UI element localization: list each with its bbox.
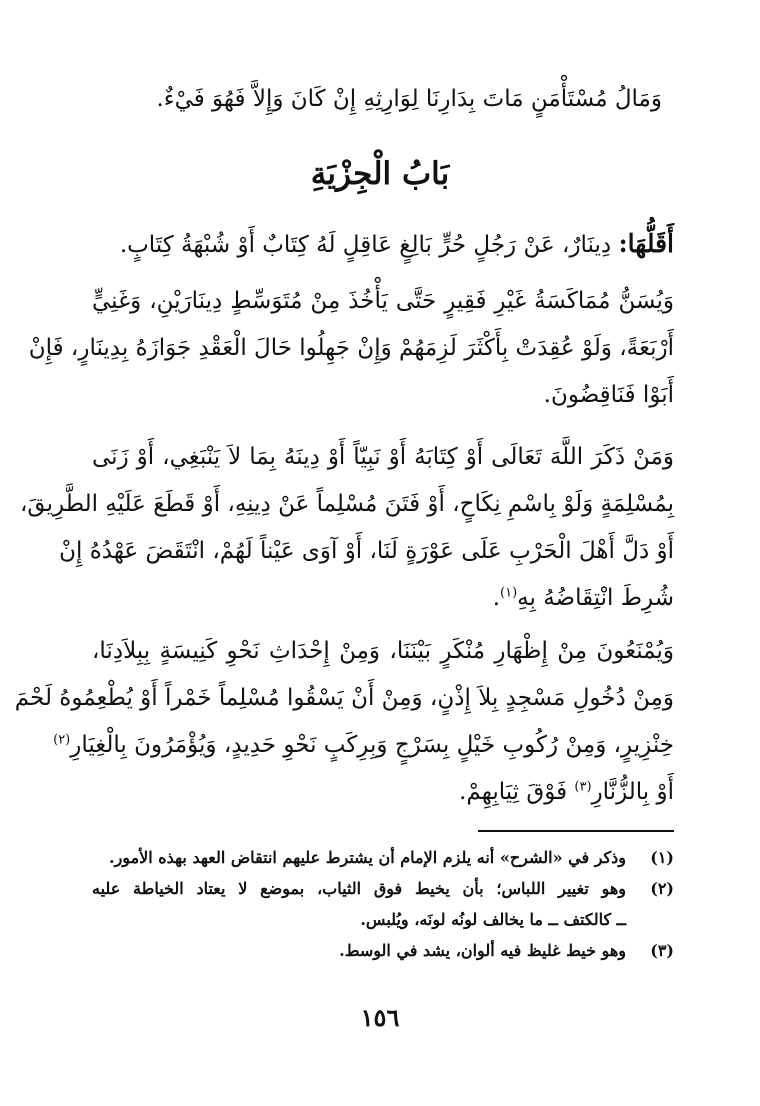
text-line: بِمُسْلِمَةٍ وَلَوْ بِاسْمِ نِكَاحٍ، أَوْ فَتَنَ مُسْلِماً عَنْ دِينِهِ، أَوْ قَطَعَ عَلَيْهِ الطَّرِيقَ، xyxy=(20,491,674,517)
footnote-reference: (٣) xyxy=(574,779,592,795)
line-text: خِنْزِيرٍ، وَمِنْ رُكُوبِ خَيْلٍ بِسَرْجٍ وَبِرِكَبٍ نَحْوِ حَدِيدٍ، وَيُؤْمَرُونَ بِالْغِيَارِ xyxy=(70,732,674,758)
paragraph-text: دِينَارٌ، عَنْ رَجُلٍ حُرٍّ بَالِغٍ عَاقِلٍ لَهُ كِتَابٌ أَوْ شُبْهَةُ كِتَابٍ. xyxy=(119,232,612,258)
footnote-reference: (١) xyxy=(500,585,518,601)
footnote-number: (٢) xyxy=(650,879,674,898)
paragraph-covenant-breach xyxy=(20,434,674,622)
footnote-text: وهو تغيير اللباس؛ بأن يخيط فوق الثياب، بموضع لا يعتاد الخياطة عليه xyxy=(92,879,626,898)
footnote-number: (١) xyxy=(650,848,674,867)
text-line xyxy=(92,769,674,816)
paragraph-prohibitions xyxy=(14,628,674,816)
footnote xyxy=(92,873,674,904)
text-line: شُرِطَ انْتِقَاضُهُ بِهِ$^{(١)}$. xyxy=(492,585,674,611)
footnote-number: (٣) xyxy=(650,941,674,960)
opening-paragraph xyxy=(92,76,674,123)
text-line: وَيُسَنُّ مُمَاكَسَةُ غَيْرِ فَقِيرٍ حَتَّى يَأْخُذَ مِنْ مُتَوَسِّطٍ دِينَارَيْنِ، وَغَنِيٍّ xyxy=(92,288,674,314)
line-text: فَوْقَ ثِيَابِهِمْ. xyxy=(459,779,568,805)
footnotes xyxy=(92,842,674,966)
text-line: أَبَوْا فَنَاقِضُونَ. xyxy=(543,382,674,408)
text-line xyxy=(53,722,674,769)
footnote-reference: (٢) xyxy=(53,732,71,748)
footnote-separator xyxy=(478,830,674,832)
page-number: ١٥٦ xyxy=(360,1003,400,1032)
text-line: وَيُمْنَعُونَ مِنْ إِظْهَارِ مُنْكَرٍ بَيْنَنَا، وَمِنْ إِحْدَاثِ نَحْوِ كَنِيسَةٍ بِبِلاَدِنَا، xyxy=(92,638,674,664)
chapter-title: بَابُ الْجِزْيَةِ xyxy=(310,156,450,192)
text-line: أَرْبَعَةً، وَلَوْ عُقِدَتْ بِأَكْثَرَ لَزِمَهُمْ وَإِنْ جَهِلُوا حَالَ الْعَقْدِ جَوَازَهُ بِدِينَارٍ، فَإِنْ xyxy=(28,335,674,361)
text-line: وَمِنْ دُخُولِ مَسْجِدٍ بِلاَ إِذْنٍ، وَمِنْ أَنْ يَسْقُوا مُسْلِماً خَمْراً أَوْ يُطْعِمُوهُ لَحْمَ xyxy=(14,685,674,711)
paragraph-lead-word: أَقَلُّهَا: xyxy=(618,229,674,258)
paragraph-bargaining xyxy=(28,278,674,419)
text-line: أَوْ دَلَّ أَهْلَ الْحَرْبِ عَلَى عَوْرَةٍ لَنَا، أَوْ آوَى عَيْناً لَهُمْ، انْتَقَضَ عَهْدُهُ إِنْ xyxy=(59,538,674,564)
text-line: وَمَالُ مُسْتَأْمَنٍ مَاتَ بِدَارِنَا لِوَارِثِهِ إِنْ كَانَ وَإِلاَّ فَهُوَ فَيْءٌ. xyxy=(156,86,662,112)
text-line xyxy=(92,220,674,269)
footnote xyxy=(92,935,674,966)
footnote xyxy=(92,842,674,873)
footnote-text: وذكر في «الشرح» أنه يلزم الإمام أن يشترط عليهم انتقاض العهد بهذه الأمور. xyxy=(109,848,626,867)
paragraph-minimum xyxy=(92,220,674,269)
line-text: شُرِطَ انْتِقَاضُهُ بِهِ xyxy=(517,585,674,611)
footnote-text: وهو خيط غليظ فيه ألوان، يشد في الوسط. xyxy=(339,941,626,960)
text-line: وَمَنْ ذَكَرَ اللَّهَ تَعَالَى أَوْ كِتَابَهُ أَوْ نَبِيّاً أَوْ دِينَهُ بِمَا لاَ يَنْبَغِي، أَوْ زَنَى xyxy=(92,444,674,470)
line-text: أَوْ بِالزُّنَّارِ xyxy=(591,779,674,805)
footnote-continuation: ــ كالكتف ــ ما يخالف لونُه لونَه، ويُلبس. xyxy=(360,910,626,929)
